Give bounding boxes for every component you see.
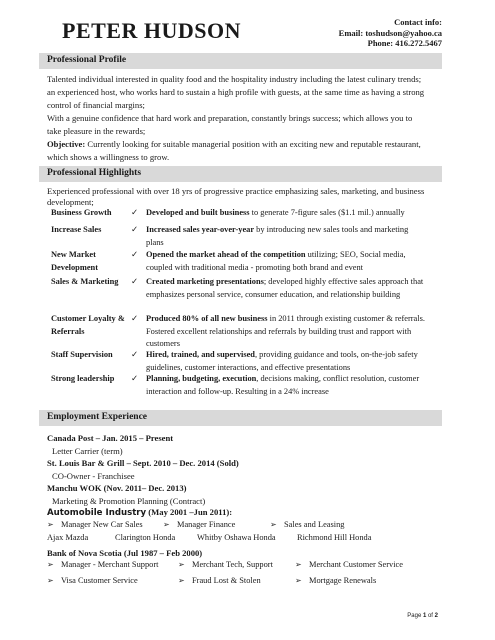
highlights-intro: Experienced professional with over 18 yrs of progressive practice emphasizing sales, marketing, and business development;	[47, 186, 425, 207]
highlight-text	[146, 207, 426, 220]
objective-label: Objective:	[47, 139, 86, 149]
check-icon: ✓	[131, 314, 139, 323]
highlight-lead: Planning, budgeting, execution	[146, 374, 257, 383]
section-header-profile	[39, 53, 442, 69]
contact-phone: Phone: 416.272.5467	[367, 38, 442, 48]
job-auto-dates: (May 2001 –Jun 2011):	[146, 507, 233, 517]
profile-line: take pleasure in the rewards;	[47, 126, 146, 136]
highlight-detail: , providing guidance and tools, on-the-job safety guidelines, customer interactions, and effective presentations	[146, 350, 418, 372]
auto-role-item: ➢ Sales and Leasing	[270, 520, 345, 529]
highlight-detail: ; developed highly effective sales approach that emphasizes personal service, consumer education, and relationship building	[146, 277, 424, 299]
bank-role-item: ➢ Visa Customer Service	[47, 576, 138, 585]
contact-label: Contact info:	[394, 17, 442, 27]
highlight-lead: Developed and built business	[146, 208, 250, 217]
check-icon: ✓	[131, 225, 139, 234]
profile-line: With a genuine confidence that hard work and preparation, constantly brings success; which allows you to	[47, 113, 413, 123]
highlight-label: Increase Sales	[51, 225, 102, 234]
contact-email: Email: toshudson@yahoo.ca	[338, 27, 442, 38]
highlight-label: Sales & Marketing	[51, 277, 119, 286]
profile-text	[47, 73, 442, 164]
highlight-detail: by introducing new sales tools and marketing plans	[146, 225, 409, 247]
highlight-text	[146, 349, 426, 374]
highlight-label: New Market Development	[51, 250, 98, 272]
highlight-text	[146, 224, 426, 249]
job-st-louis: St. Louis Bar & Grill – Sept. 2010 – Dec. 2014 (Sold)	[47, 458, 239, 468]
bank-role-item: ➢ Merchant Customer Service	[295, 560, 403, 569]
dealer-name: Ajax Mazda	[47, 533, 89, 542]
job-automobile	[47, 506, 232, 519]
check-icon: ✓	[131, 277, 139, 286]
highlight-lead: Opened the market ahead of the competition	[146, 250, 306, 259]
job-role: Letter Carrier (term)	[52, 446, 123, 456]
job-bank-nova-scotia: Bank of Nova Scotia (Jul 1987 – Feb 2000)	[47, 548, 203, 558]
highlight-lead: Increased sales year-over-year	[146, 225, 255, 234]
auto-role-item: ➢ Manager New Car Sales	[47, 520, 143, 529]
highlight-text	[146, 313, 426, 351]
auto-role-item: ➢ Manager Finance	[163, 520, 236, 529]
bank-role-item: ➢ Merchant Tech, Support	[178, 560, 273, 569]
highlight-text	[146, 276, 426, 301]
dealer-name: Whitby Oshawa Honda	[197, 533, 276, 542]
highlight-detail: utilizing; SEO, Social media, coupled with traditional media - promoting both brand and event	[146, 250, 406, 272]
highlight-text	[146, 373, 426, 398]
job-manchu-wok: Manchu WOK (Nov. 2011– Dec. 2013)	[47, 483, 187, 493]
section-header-highlights	[39, 166, 442, 182]
job-role: CO-Owner - Franchisee	[52, 471, 135, 481]
highlight-lead: Hired, trained, and supervised	[146, 350, 255, 359]
highlight-detail: to generate 7-figure sales ($1.1 mil.) annually	[249, 208, 405, 217]
highlight-label: Customer Loyalty & Referrals	[51, 314, 125, 336]
check-icon: ✓	[131, 208, 139, 217]
dealer-name: Richmond Hill Honda	[297, 533, 372, 542]
candidate-name: PETER HUDSON	[62, 18, 241, 43]
job-role: Marketing & Promotion Planning (Contract)	[52, 496, 206, 506]
highlight-lead: Produced 80% of all new business	[146, 314, 268, 323]
job-auto-title: Automobile Industry	[47, 508, 147, 518]
bank-role-item: ➢ Fraud Lost & Stolen	[178, 576, 261, 585]
highlight-detail: in 2011 through existing customer & referrals. Fostered excellent relationships and referrals by building trust and rapport with customers	[146, 314, 425, 348]
highlight-label: Strong leadership	[51, 374, 115, 383]
profile-line: which shows a willingness to grow.	[47, 152, 170, 162]
bank-role-item: ➢ Manager - Merchant Support	[47, 560, 159, 569]
check-icon: ✓	[131, 250, 139, 259]
highlight-lead: Created marketing presentations	[146, 277, 264, 286]
check-icon: ✓	[131, 374, 139, 383]
profile-line: an experienced host, who works hard to sustain a high profile with guests, at the same time as having a strong	[47, 87, 425, 97]
highlight-detail: , decisions making, conflict resolution, customer interaction and follow-up. Resulting in a 24% increase	[146, 374, 420, 396]
highlight-label: Business Growth	[51, 208, 112, 217]
section-title: Professional Profile	[47, 55, 127, 65]
profile-line: control of financial margins;	[47, 100, 145, 110]
bank-role-item: ➢ Mortgage Renewals	[295, 576, 377, 585]
page-number: Page 1 of 2	[407, 613, 438, 619]
objective-line	[47, 138, 442, 151]
objective-text: Currently looking for suitable managerial position with an exciting new and reputable restaurant,	[85, 139, 421, 149]
profile-line: Talented individual interested in quality food and the hospitality industry including the latest culinary trends;	[47, 74, 422, 84]
dealer-name: Clarington Honda	[115, 533, 176, 542]
check-icon: ✓	[131, 350, 139, 359]
section-title: Employment Experience	[47, 412, 148, 422]
highlight-label: Staff Supervision	[51, 350, 113, 359]
contact-block	[339, 17, 442, 49]
job-canada-post: Canada Post – Jan. 2015 – Present	[47, 433, 174, 443]
section-header-experience	[39, 410, 442, 426]
highlight-text	[146, 249, 426, 274]
section-title: Professional Highlights	[47, 168, 142, 178]
